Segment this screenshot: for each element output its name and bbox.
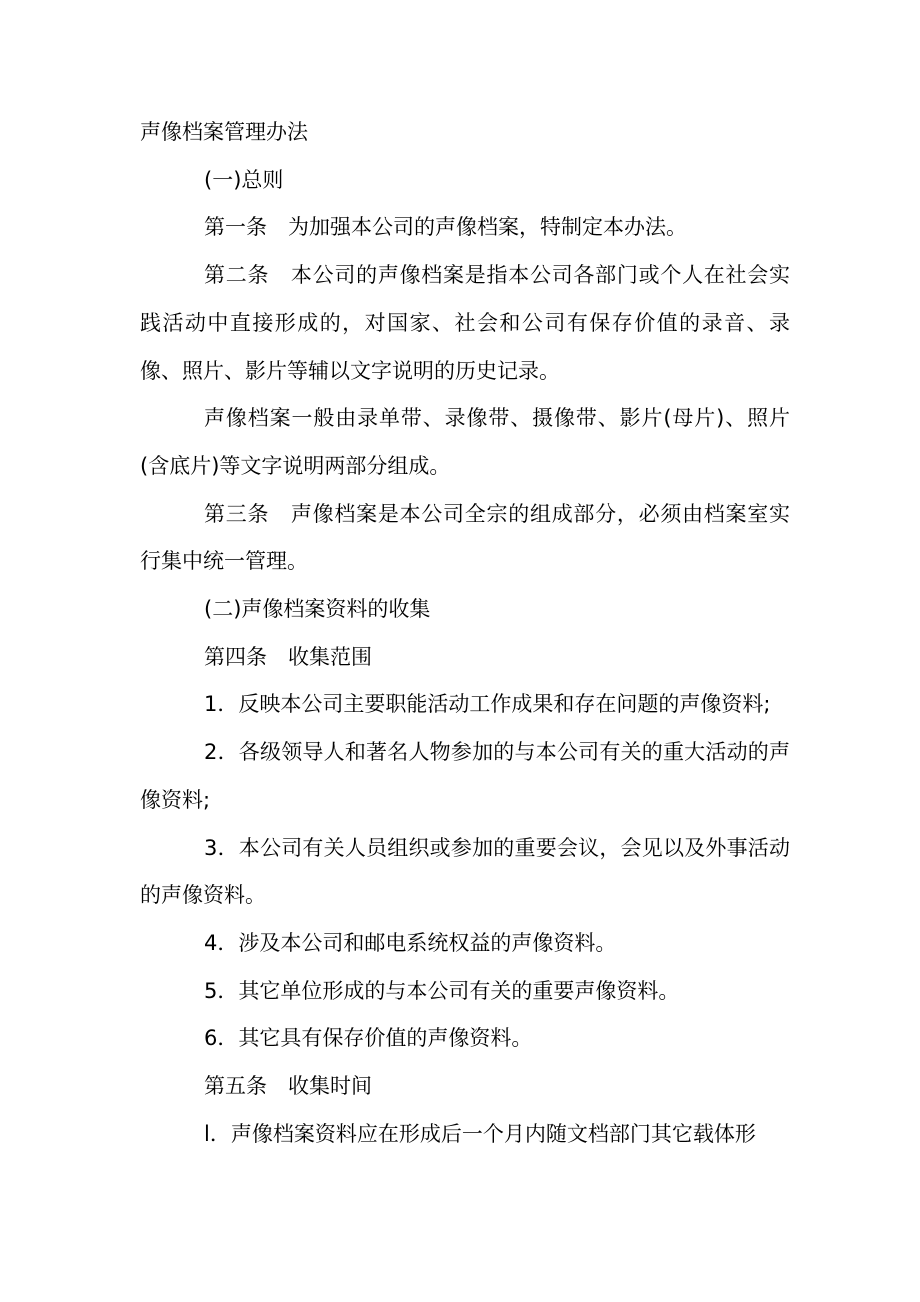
section-heading-general: (一)总则: [204, 167, 284, 192]
collection-scope-item-6: 6．其它具有保存价值的声像资料。: [204, 1026, 533, 1051]
document-title: 声像档案管理办法: [140, 120, 308, 144]
article-4-heading: 第四条 收集范围: [204, 644, 372, 669]
article-3-paragraph: 第三条 声像档案是本公司全宗的组成部分，必须由档案室实行集中统一管理。: [140, 501, 790, 574]
article-2-paragraph: 第二条 本公司的声像档案是指本公司各部门或个人在社会实践活动中直接形成的，对国家、社会和公司有保存价值的录音、录像、照片、影片等辅以文字说明的历史记录。: [140, 263, 790, 383]
collection-scope-item-5: 5．其它单位形成的与本公司有关的重要声像资料。: [204, 978, 680, 1003]
collection-time-item-1: l．声像档案资料应在形成后一个月内随文档部门其它载体形: [204, 1121, 756, 1146]
article-5-heading: 第五条 收集时间: [204, 1074, 372, 1099]
collection-scope-item-1: 1．反映本公司主要职能活动工作成果和存在问题的声像资料;: [204, 692, 771, 717]
collection-scope-item-3: 3．本公司有关人员组织或参加的重要会议，会见以及外事活动的声像资料。: [140, 835, 790, 908]
collection-scope-item-2: 2．各级领导人和著名人物参加的与本公司有关的重大活动的声像资料;: [140, 740, 790, 812]
article-2-composition-paragraph: 声像档案一般由录单带、录像带、摄像带、影片(母片)、照片(含底片)等文字说明两部分组成。: [140, 406, 790, 478]
section-heading-collection: (二)声像档案资料的收集: [204, 597, 431, 622]
article-1-paragraph: 第一条 为加强本公司的声像档案，特制定本办法。: [204, 215, 687, 240]
document-body: [140, 109, 790, 1158]
collection-scope-item-4: 4．涉及本公司和邮电系统权益的声像资料。: [204, 930, 617, 955]
